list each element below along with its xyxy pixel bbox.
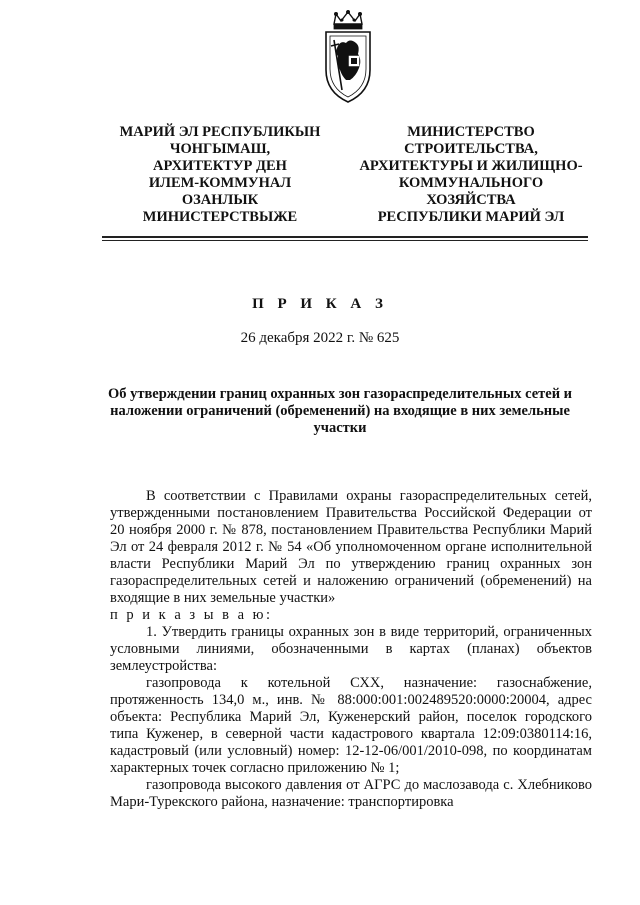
coat-of-arms-icon [316, 10, 380, 110]
body-paragraph: 1. Утвердить границы охранных зон в виде территорий, ограниченных условными линиями, обозначенными в картах (планах) объектов землеустройства: [110, 624, 592, 674]
document-type: П Р И К А З [252, 296, 388, 312]
document-subject: Об утверждении границ охранных зон газораспределительных сетей и наложении ограничений (обременений) на входящие в них земельные участки [107, 386, 573, 436]
header-divider-thin [102, 240, 588, 241]
body-paragraph: газопровода высокого давления от АГРС до маслозавода с. Хлебниково Мари-Турекского района, назначение: транспортировка [110, 777, 592, 810]
body-paragraph: газопровода к котельной СХХ, назначение: газоснабжение, протяженность 134,0 м., инв. № 88:000:001:002489520:0000:20004, адрес объекта: Республика Марий Эл, Куженерский район, поселок городского типа Куженер, в северной части кадастрового квартала 12:09:0380114:16, кадастровый (или условный) номер: 12-12-06/001/2010-098, по координатам характерных точек согласно приложению № 1; [110, 675, 592, 776]
header-divider [102, 236, 588, 238]
header-left-mari: МАРИЙ ЭЛ РЕСПУБЛИКЫН ЧОНГЫМАШ, АРХИТЕКТУР ДЕН ИЛЕМ-КОММУНАЛ ОЗАНЛЫК МИНИСТЕРСТВЫЖЕ [119, 124, 321, 225]
document-body [110, 488, 592, 811]
body-paragraph: В соответствии с Правилами охраны газораспределительных сетей, утвержденными постановлением Правительства Российской Федерации от 20 ноября 2000 г. № 878, постановлением Правительства Республики Марий Эл от 24 февраля 2012 г. № 54 «Об уполномоченном органе исполнительной власти Республики Марий Эл по утверждению границ охранных зон газораспределительных сетей и наложению ограничений (обременений) на входящие в них земельные участки» [110, 488, 592, 606]
body-order-word: п р и к а з ы в а ю: [110, 607, 273, 623]
document-date-number: 26 декабря 2022 г. № 625 [240, 330, 400, 346]
header-right-russian: МИНИСТЕРСТВО СТРОИТЕЛЬСТВА, АРХИТЕКТУРЫ И ЖИЛИЩНО- КОММУНАЛЬНОГО ХОЗЯЙСТВА РЕСПУБЛИКИ МАРИЙ ЭЛ [359, 124, 583, 225]
